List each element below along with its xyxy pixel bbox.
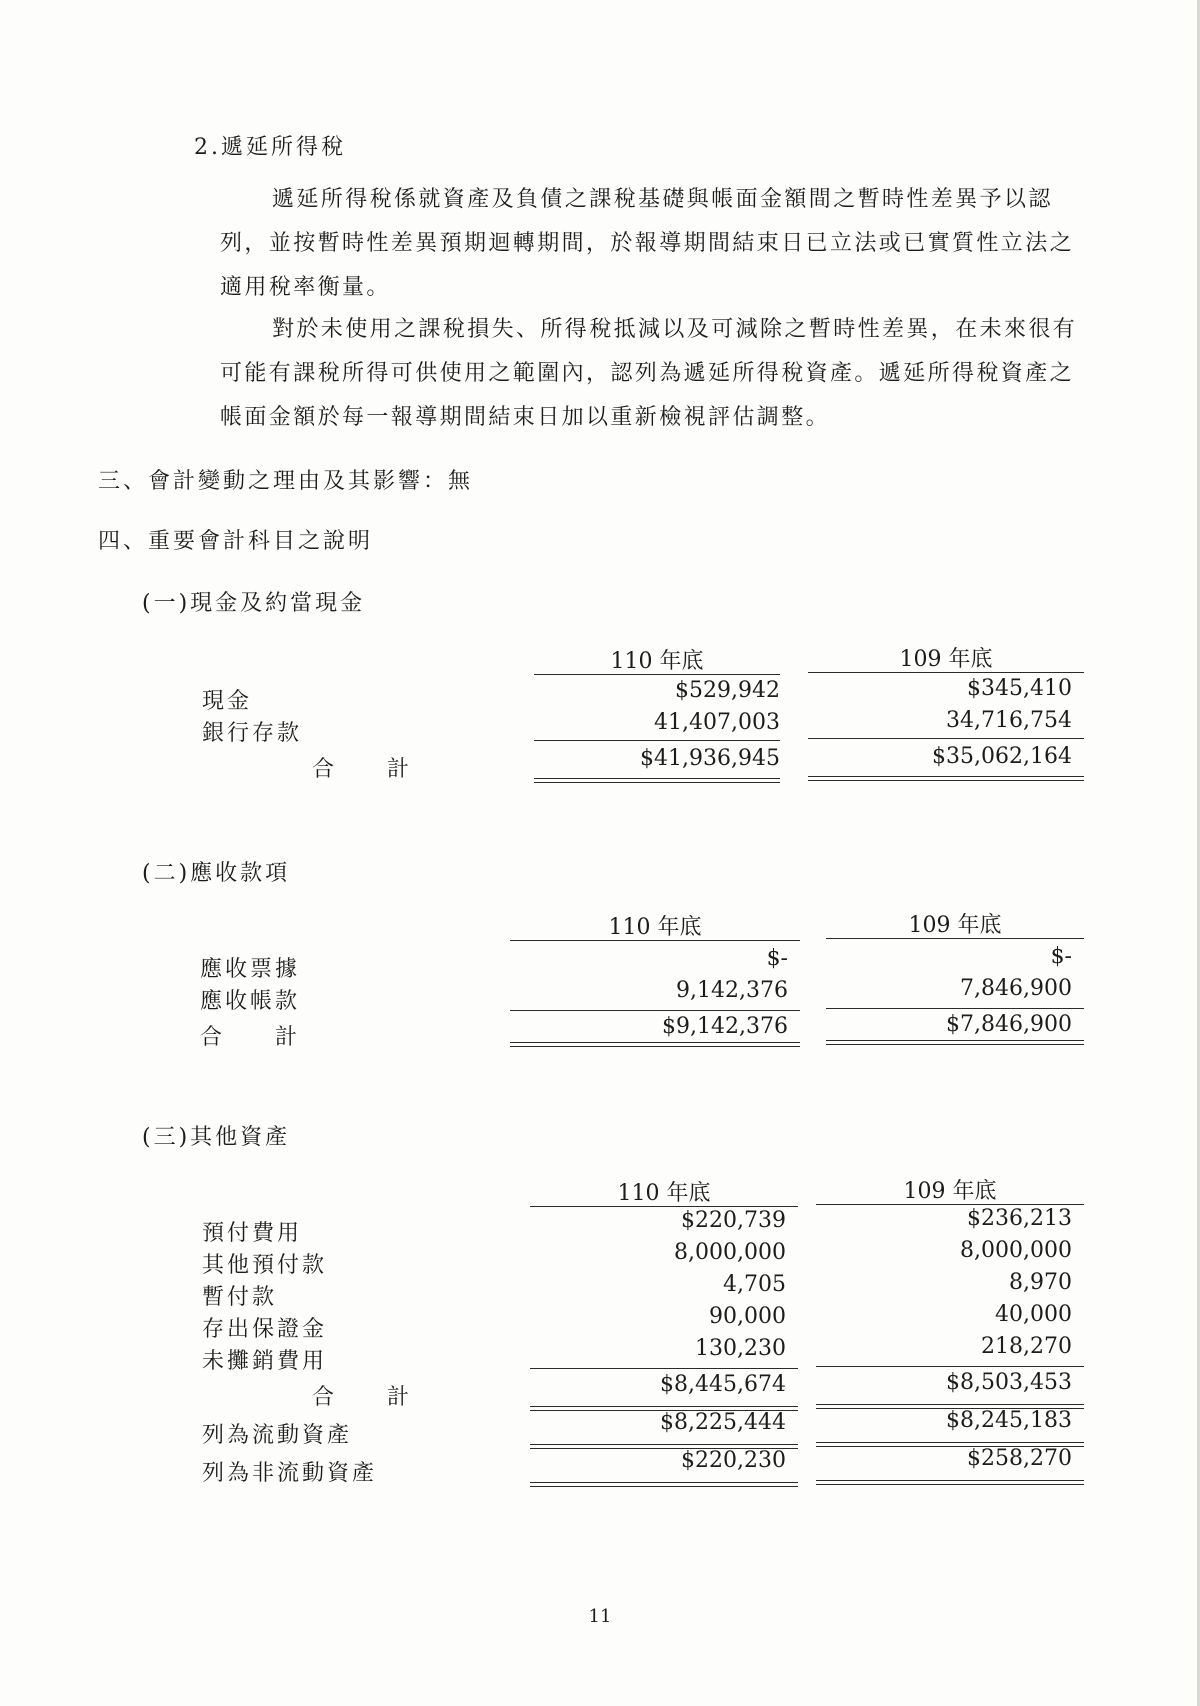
header-rule [826,938,1084,939]
receivables-table-title: (二)應收款項 [142,861,291,886]
cash-row-value-110: $529,942 [675,678,780,703]
receivables-total-value-109: $7,846,900 [946,1012,1072,1037]
other-assets-total-value-109: $8,503,453 [946,1370,1072,1395]
other-assets-row-value-109: 8,000,000 [960,1238,1072,1263]
paragraph-line: 列，並按暫時性差異預期迴轉期間，於報導期間結束日已立法或已實質性立法之 [220,231,1075,256]
receivables-row-value-109: 7,846,900 [960,976,1072,1001]
subtotal-rule [808,738,1084,739]
other-assets-total-label: 合 計 [312,1385,413,1410]
paragraph-line: 遞延所得稅係就資產及負債之課稅基礎與帳面金額間之暫時性差異予以認 [272,187,1053,212]
receivables-row-value-109: $- [1050,944,1072,969]
subtotal-rule [530,1368,798,1369]
total-double-rule [530,1482,798,1487]
other-assets-row-label: 未攤銷費用 [202,1349,328,1374]
receivables-row-label: 應收票據 [200,957,301,982]
subtotal-rule [534,740,780,741]
header-rule [510,940,800,941]
cash-row-label: 現金 [202,689,253,714]
other-assets-row-value-110: $220,739 [681,1208,786,1233]
section-three-heading: 三、會計變動之理由及其影響：無 [98,469,474,494]
cash-col-110-header: 110 年底 [610,649,704,674]
header-rule [534,674,780,675]
cash-row-value-110: 41,407,003 [654,710,780,735]
other-assets-row-value-109: $236,213 [967,1206,1072,1231]
receivables-row-value-110: 9,142,376 [676,978,788,1003]
total-double-rule [826,1040,1084,1045]
other-assets-total-value-110: $8,445,674 [660,1372,786,1397]
paragraph-line: 適用稅率衡量。 [220,275,391,300]
receivables-total-label: 合 計 [200,1025,301,1050]
cash-total-label: 合 計 [312,757,413,782]
receivables-row-label: 應收帳款 [200,989,301,1014]
other-assets-row-value-109: 8,970 [1009,1270,1072,1295]
other-assets-col-109-header: 109 年底 [903,1179,997,1204]
cash-row-value-109: $345,410 [967,676,1072,701]
noncurrent-assets-value-109: $258,270 [967,1446,1072,1471]
header-rule [530,1206,798,1207]
header-rule [816,1204,1084,1205]
other-assets-row-label: 預付費用 [202,1221,303,1246]
current-assets-value-110: $8,225,444 [660,1410,786,1435]
section-four-heading: 四、重要會計科目之說明 [98,529,374,554]
cash-col-109-header: 109 年底 [899,647,993,672]
paragraph-line: 可能有課稅所得可供使用之範圍內，認列為遞延所得稅資產。遞延所得稅資產之 [220,361,1075,386]
other-assets-row-value-109: 218,270 [981,1334,1072,1359]
other-assets-row-value-110: 4,705 [723,1272,786,1297]
subtotal-rule [510,1010,800,1011]
current-assets-label: 列為流動資產 [202,1423,353,1448]
other-assets-row-label: 暫付款 [202,1285,278,1310]
other-assets-row-label: 其他預付款 [202,1253,328,1278]
receivables-col-109-header: 109 年底 [908,913,1002,938]
total-double-rule [808,776,1084,781]
paragraph-line: 對於未使用之課稅損失、所得稅抵減以及可減除之暫時性差異，在未來很有 [272,317,1078,342]
page-number: 11 [588,1606,612,1627]
deferred-tax-heading: 2.遞延所得稅 [194,135,346,160]
receivables-row-value-110: $- [766,946,788,971]
receivables-col-110-header: 110 年底 [608,915,702,940]
cash-total-value-110: $41,936,945 [640,746,780,771]
subtotal-rule [816,1366,1084,1367]
noncurrent-assets-value-110: $220,230 [681,1448,786,1473]
receivables-total-value-110: $9,142,376 [662,1014,788,1039]
deferred-tax-paragraph-2 [220,308,1100,440]
cash-table-title: (一)現金及約當現金 [142,591,366,616]
other-assets-row-value-110: 130,230 [695,1336,786,1361]
cash-row-value-109: 34,716,754 [946,708,1072,733]
subtotal-rule [826,1008,1084,1009]
other-assets-row-value-110: 8,000,000 [674,1240,786,1265]
header-rule [808,672,1084,673]
current-assets-value-109: $8,245,183 [946,1408,1072,1433]
other-assets-row-value-109: 40,000 [995,1302,1072,1327]
other-assets-row-value-110: 90,000 [709,1304,786,1329]
other-assets-table-title: (三)其他資產 [142,1125,291,1150]
total-double-rule [534,778,780,783]
total-double-rule [816,1480,1084,1485]
other-assets-col-110-header: 110 年底 [617,1181,711,1206]
paragraph-line: 帳面金額於每一報導期間結束日加以重新檢視評估調整。 [220,405,831,430]
noncurrent-assets-label: 列為非流動資產 [202,1461,378,1486]
deferred-tax-paragraph-1 [220,178,1100,310]
other-assets-row-label: 存出保證金 [202,1317,328,1342]
cash-row-label: 銀行存款 [202,721,303,746]
cash-total-value-109: $35,062,164 [932,744,1072,769]
total-double-rule [510,1042,800,1047]
